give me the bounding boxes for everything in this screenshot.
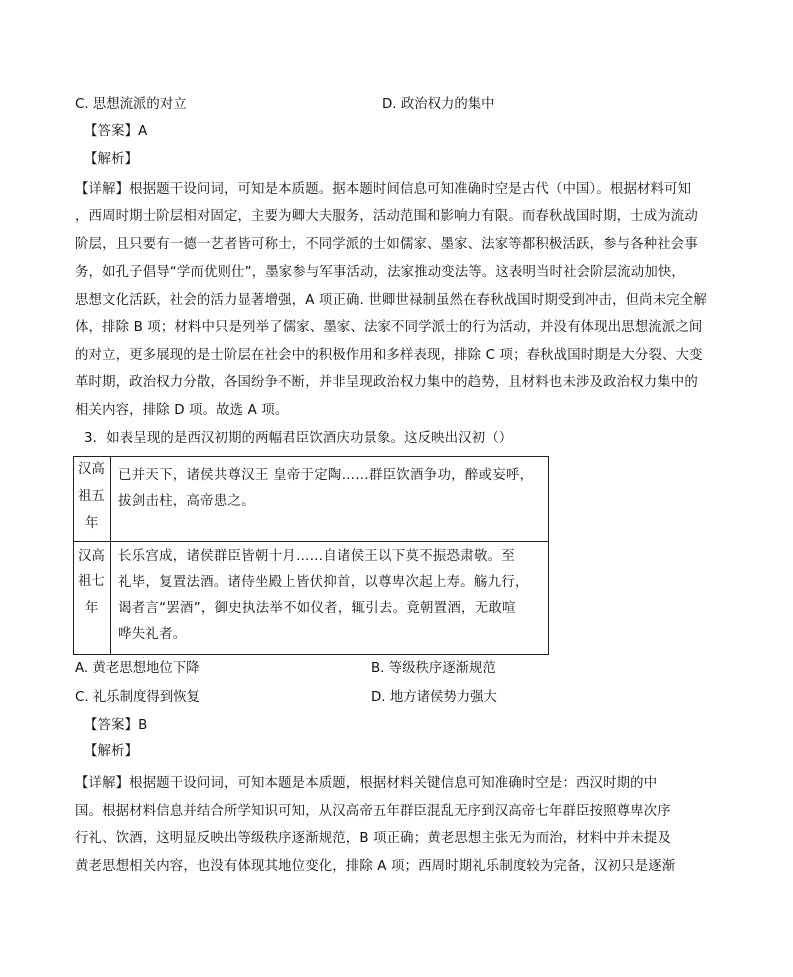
q3-option-c: C. 礼乐制度得到恢复 — [75, 690, 200, 705]
q3-detail-line: 黄老思想相关内容，也没有体现其地位变化，排除 A 项；西周时期礼乐制度较为完备，汉初只是逐渐 — [75, 859, 676, 874]
table-row-header: 汉高 祖七 年 — [74, 542, 111, 654]
q3-option-d: D. 地方诸侯势力强大 — [371, 690, 497, 705]
q2-option-d: D. 政治权力的集中 — [382, 97, 495, 112]
q2-detail-line: 革时期，政治权力分散，各国纷争不断，并非呈现政治权力集中的趋势，且材料也未涉及政治权力集中的 — [75, 375, 698, 390]
q3-option-b: B. 等级秩序逐渐规范 — [371, 661, 496, 676]
table-row: 汉高 祖七 年 长乐宫成，诸侯群臣皆朝十月……自诸侯王以下莫不振恐肃敬。至 礼毕，复置法酒。诸侍坐殿上皆伏抑首，以尊卑次起上寿。觞九行， 谒者言“罢酒”，御史执法举不如仪者，辄引去。竟朝置酒，无敢喧 哗失礼者。 — [74, 542, 548, 654]
q2-detail-line: 【详解】根据题干设问词，可知是本质题。据本题时间信息可知准确时空是古代（中国）。根据材料可知 — [75, 182, 692, 197]
q2-detail-line: 思想文化活跃，社会的活力显著增强，A 项正确. 世卿世禄制虽然在春秋战国时期受到冲击，但尚未完全解 — [75, 293, 707, 308]
q2-detail-line: 阶层，且只要有一德一艺者皆可称士，不同学派的士如儒家、墨家、法家等都积极活跃，参与各种社会事 — [75, 237, 698, 252]
q2-detail-line: 体，排除 B 项；材料中只是列举了儒家、墨家、法家不同学派士的行为活动，并没有体现出思想流派之间 — [75, 320, 703, 335]
table-row: 汉高 祖五 年 已并天下，诸侯共尊汉王 皇帝于定陶……群臣饮酒争功，醉或妄呼， 拔剑击柱，高帝患之。 — [74, 457, 548, 542]
q2-answer: 【答案】A — [84, 124, 148, 139]
table-row-header: 汉高 祖五 年 — [74, 457, 111, 541]
q2-option-c: C. 思想流派的对立 — [75, 97, 187, 112]
q3-stem: 3．如表呈现的是西汉初期的两幅君臣饮酒庆功景象。这反映出汉初（） — [84, 431, 513, 446]
q3-detail-line: 行礼、饮酒，这明显反映出等级秩序逐渐规范，B 项正确；黄老思想主张无为而治，材料中并未提及 — [75, 831, 671, 846]
q3-option-a: A. 黄老思想地位下降 — [75, 661, 200, 676]
material-table — [73, 456, 549, 655]
q3-answer: 【答案】B — [84, 718, 148, 733]
q3-detail-line: 【详解】根据题干设问词，可知本题是本质题，根据材料关键信息可知准确时空是：西汉时期的中 — [75, 776, 658, 791]
q3-detail-line: 国。根据材料信息并结合所学知识可知，从汉高帝五年群臣混乱无序到汉高帝七年群臣按照尊卑次序 — [75, 804, 671, 819]
q2-detail-line: 相关内容，排除 D 项。故选 A 项。 — [75, 403, 289, 418]
q3-analysis-label: 【解析】 — [84, 744, 139, 759]
q2-analysis-label: 【解析】 — [84, 152, 139, 167]
q2-detail-line: 务，如孔子倡导“学而优则仕”，墨家参与军事活动，法家推动变法等。这表明当时社会阶层流动加快， — [75, 265, 685, 280]
q2-detail-line: ，西周时期士阶层相对固定，主要为卿大夫服务，活动范围和影响力有限。而春秋战国时期，士成为流动 — [75, 209, 698, 224]
q2-detail-line: 的对立，更多展现的是士阶层在社会中的积极作用和多样表现，排除 C 项；春秋战国时期是大分裂、大变 — [75, 348, 703, 363]
